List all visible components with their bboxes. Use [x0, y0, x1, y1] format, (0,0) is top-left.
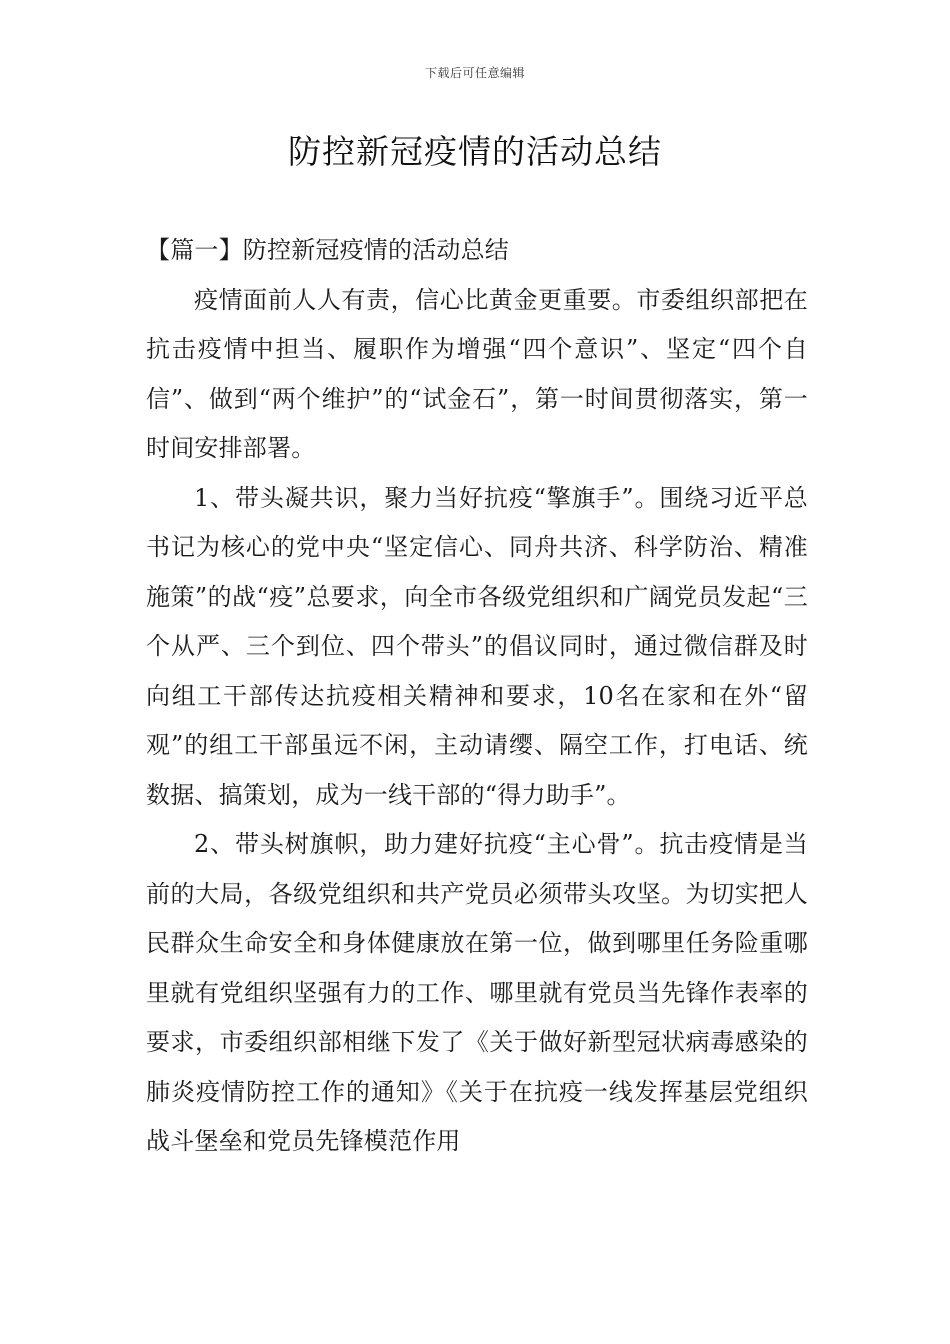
document-body — [146, 226, 808, 1167]
document-title: 防控新冠疫情的活动总结 — [288, 132, 662, 171]
section-heading: 【篇一】防控新冠疫情的活动总结 — [146, 236, 509, 264]
paragraph-intro: 疫情面前人人有责，信心比黄金更重要。市委组织部把在抗击疫情中担当、履职作为增强“四个意识”、坚定“四个自信”、做到“两个维护”的“试金石”，第一时间贯彻落实，第一时间安排部署。 — [146, 285, 808, 462]
header-note: 下载后可任意编辑 — [424, 66, 525, 80]
paragraph-point-2: 2、带头树旗帜，助力建好抗疫“主心骨”。抗击疫情是当前的大局，各级党组织和共产党员必须带头攻坚。为切实把人民群众生命安全和身体健康放在第一位，做到哪里任务险重哪里就有党组织坚强有力的工作、哪里就有党员当先锋作表率的要求，市委组织部相继下发了《关于做好新型冠状病毒感染的肺炎疫情防控工作的通知》《关于在抗疫一线发挥基层党组织战斗堡垒和党员先锋模范作用 — [146, 830, 808, 1155]
paragraph-point-1: 1、带头凝共识，聚力当好抗疫“擎旗手”。围绕习近平总书记为核心的党中央“坚定信心、同舟共济、科学防治、精准施策”的战“疫”总要求，向全市各级党组织和广阔党员发起“三个从严、三个到位、四个带头”的倡议同时，通过微信群及时向组工干部传达抗疫相关精神和要求，10名在家和在外“留观”的组工干部虽远不闲，主动请缨、隔空工作，打电话、统数据、搞策划，成为一线干部的“得力助手”。 — [146, 483, 808, 809]
